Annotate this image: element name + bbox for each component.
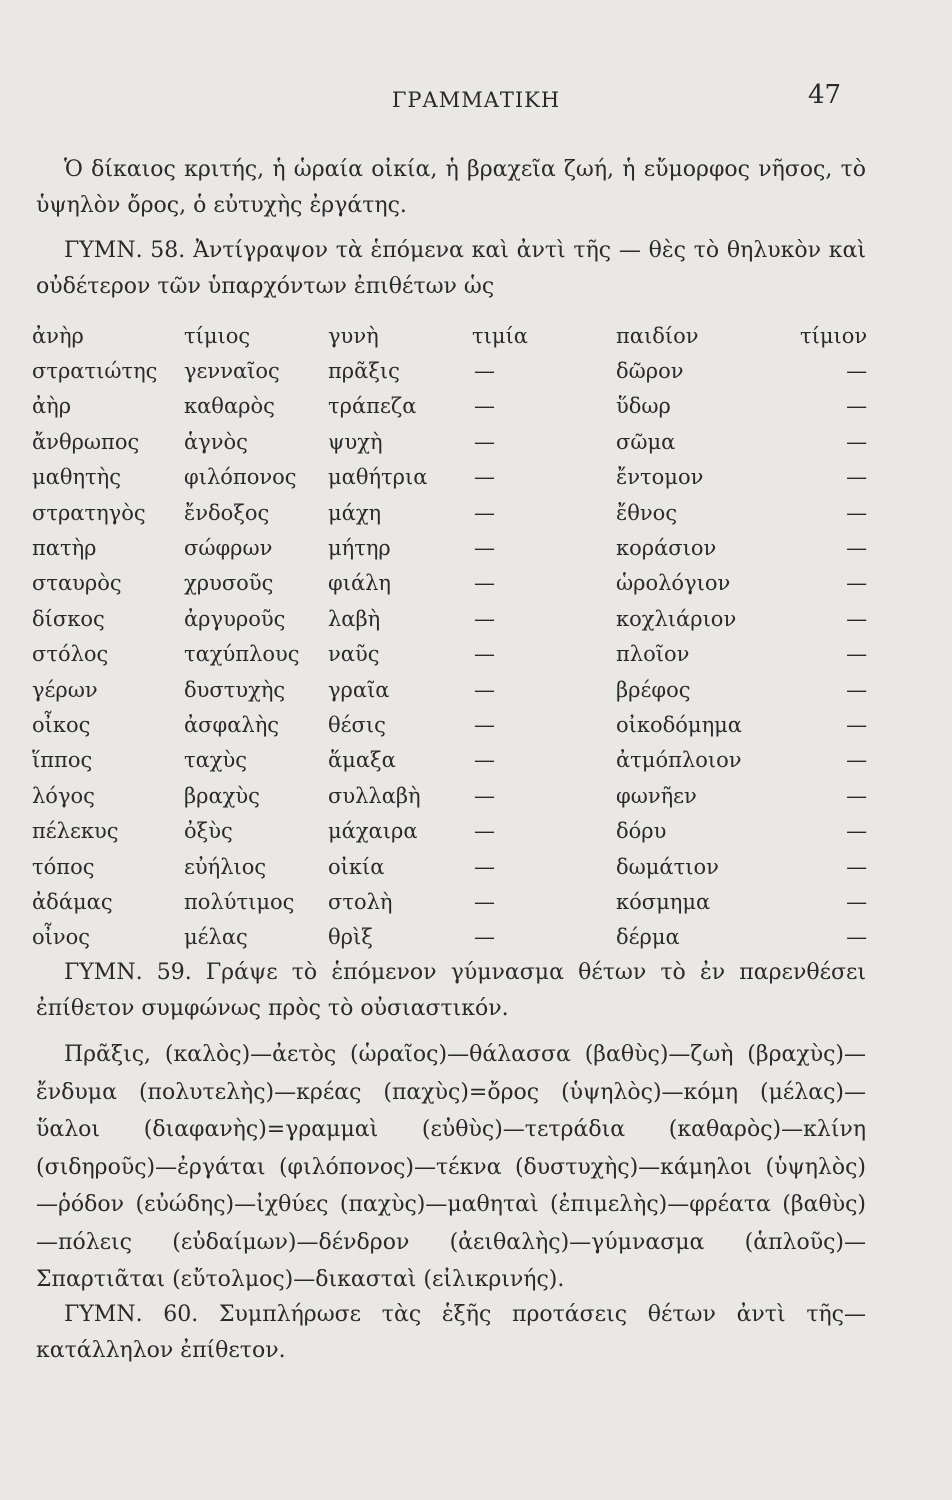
exercise-60-text: Συμπλήρωσε τὰς ἑξῆς προτάσεις θέτων ἀντὶ τῆς— κατάλληλον ἐπίθετον. — [36, 1302, 866, 1363]
dash-placeholder: — — [474, 889, 495, 914]
table-cell: οἶκος — [32, 712, 91, 737]
table-row — [32, 495, 867, 530]
dash-placeholder: — — [846, 854, 868, 879]
dash-placeholder: — — [474, 783, 495, 808]
table-cell: μαθήτρια — [328, 465, 428, 490]
dash-placeholder: — — [474, 854, 495, 879]
table-cell: ἁγνὸς — [184, 429, 248, 454]
dash-placeholder: — — [846, 500, 868, 525]
exercise-59-body: Πρᾶξις, (καλὸς)—ἀετὸς (ὡραῖος)—θάλασσα (βαθὺς)—ζωὴ (βραχὺς)—ἔνδυμα (πολυτελὴς)—κρέας (παχὺς)=ὄρος (ὑψηλὸς)—κόμη (μέλας)—ὕαλοι (διαφανὴς)=γραμμαὶ (εὐθὺς)—τετράδια (καθαρὸς)—κλίνη (σιδηροῦς)—ἐργάται (φιλόπονος)—τέκνα (δυστυχὴς)—κάμηλοι (ὑψηλὸς)—ῥόδον (εὐώδης)—ἰχθύες (παχὺς)—μαθηταὶ (ἐπιμελὴς)—φρέατα (βαθὺς)—πόλεις (εὐδαίμων)—δένδρον (ἀειθαλὴς)—γύμνασμα (ἁπλοῦς)—Σπαρτιᾶται (εὔτολμος)—δικασταὶ (εἰλικρινής). — [36, 1042, 866, 1292]
table-cell: γενναῖος — [184, 359, 280, 384]
dash-placeholder: — — [846, 712, 868, 737]
table-cell: χρυσοῦς — [184, 571, 274, 596]
exercise-58-text: Ἀντίγραψον τὰ ἑπόμενα καὶ ἀντὶ τῆς — θὲς τὸ θηλυκὸν καὶ οὐδέτερον τῶν ὑπαρχόντων ἐπιθέτων ὡς — [36, 238, 867, 299]
table-cell: φιλόπονος — [184, 465, 297, 490]
dash-placeholder: — — [474, 571, 495, 596]
table-cell: σταυρὸς — [32, 571, 122, 596]
dash-placeholder: — — [474, 925, 495, 950]
table-header-cell: γυνὴ — [328, 323, 379, 348]
table-cell: δίσκος — [32, 606, 105, 631]
table-cell: λαβὴ — [328, 606, 381, 631]
table-row — [32, 424, 867, 459]
table-cell: ἔντομον — [616, 465, 704, 490]
exercise-58 — [36, 233, 866, 305]
table-cell: γραῖα — [328, 677, 390, 702]
table-cell: ὀξὺς — [184, 819, 233, 844]
table-cell: καθαρὸς — [184, 394, 275, 419]
table-cell: σώφρων — [184, 536, 273, 561]
dash-placeholder: — — [474, 606, 495, 631]
dash-placeholder: — — [474, 536, 495, 561]
table-cell: ὕδωρ — [616, 394, 671, 419]
dash-placeholder: — — [474, 712, 495, 737]
table-cell: ἀὴρ — [32, 394, 72, 419]
table-cell: τράπεζα — [328, 394, 417, 419]
dash-placeholder: — — [474, 429, 495, 454]
table-cell: οἰκοδόμημα — [616, 712, 742, 737]
table-row — [32, 884, 867, 919]
dash-placeholder: — — [846, 889, 868, 914]
dash-placeholder: — — [474, 677, 495, 702]
table-cell: γέρων — [32, 677, 98, 702]
table-cell: εὐήλιος — [184, 854, 267, 879]
dash-placeholder: — — [846, 783, 868, 808]
table-cell: πρᾶξις — [328, 359, 400, 384]
table-cell: ἀργυροῦς — [184, 606, 286, 631]
dash-placeholder: — — [474, 465, 495, 490]
table-cell: ταχὺς — [184, 748, 248, 773]
table-row — [32, 743, 867, 778]
intro-paragraph: Ὁ δίκαιος κριτής, ἡ ὡραία οἰκία, ἡ βραχεῖα ζωή, ἡ εὔμορφος νῆσος, τὸ ὑψηλὸν ὄρος, ὁ εὐτυχὴς ἐργάτης. — [36, 157, 866, 218]
table-cell: ἀσφαλὴς — [184, 712, 280, 737]
table-cell: μαθητὴς — [32, 465, 122, 490]
table-row — [32, 637, 867, 672]
dash-placeholder: — — [846, 536, 868, 561]
table-cell: ἅμαξα — [328, 748, 396, 773]
exercise-59 — [36, 955, 866, 1027]
table-cell: πολύτιμος — [184, 889, 295, 914]
table-cell: στρατιώτης — [32, 359, 158, 384]
table-cell: φωνῆεν — [616, 783, 697, 808]
table-cell: πέλεκυς — [32, 819, 119, 844]
table-row — [32, 920, 867, 955]
table-row — [32, 849, 867, 884]
dash-placeholder: — — [846, 925, 868, 950]
dash-placeholder: — — [474, 748, 495, 773]
word-table — [32, 318, 867, 955]
table-cell: ταχύπλους — [184, 642, 300, 667]
table-cell: οἶνος — [32, 925, 91, 950]
table-row — [32, 566, 867, 601]
dash-placeholder: — — [846, 748, 868, 773]
table-cell: πατὴρ — [32, 536, 97, 561]
table-cell: μήτηρ — [328, 536, 391, 561]
exercise-60-label: ΓΥΜΝ. 60. — [64, 1302, 199, 1327]
table-cell: ἄνθρωπος — [32, 429, 140, 454]
table-cell: κοράσιον — [616, 536, 717, 561]
dash-placeholder: — — [846, 677, 868, 702]
dash-placeholder: — — [846, 606, 868, 631]
table-cell: μάχη — [328, 500, 382, 525]
table-header-cell: τίμιος — [184, 323, 251, 348]
table-cell: δῶρον — [616, 359, 684, 384]
dash-placeholder: — — [846, 394, 868, 419]
table-cell: δωμάτιον — [616, 854, 719, 879]
page-number: 47 — [808, 80, 842, 110]
table-header-row — [32, 318, 867, 353]
table-cell: σῶμα — [616, 429, 676, 454]
table-cell: δυστυχὴς — [184, 677, 286, 702]
table-cell: ναῦς — [328, 642, 380, 667]
running-header: ΓΡΑΜΜΑΤΙΚΗ — [391, 88, 561, 112]
dash-placeholder: — — [846, 465, 868, 490]
exercise-58-label: ΓΥΜΝ. 58. — [64, 238, 186, 263]
table-cell: στρατηγὸς — [32, 500, 146, 525]
table-cell: μέλας — [184, 925, 248, 950]
dash-placeholder: — — [846, 571, 868, 596]
table-cell: μάχαιρα — [328, 819, 418, 844]
table-cell: ψυχὴ — [328, 429, 383, 454]
table-cell: τόπος — [32, 854, 95, 879]
table-cell: βρέφος — [616, 677, 691, 702]
dash-placeholder: — — [474, 394, 495, 419]
dash-placeholder: — — [474, 642, 495, 667]
table-cell: δόρυ — [616, 819, 667, 844]
table-cell: οἰκία — [328, 854, 385, 879]
table-cell: θρὶξ — [328, 925, 373, 950]
table-row — [32, 353, 867, 388]
dash-placeholder: — — [846, 429, 868, 454]
table-cell: θέσις — [328, 712, 386, 737]
table-row — [32, 601, 867, 636]
table-row — [32, 672, 867, 707]
table-header-cell: τίμιον — [800, 323, 868, 348]
dash-placeholder: — — [846, 819, 868, 844]
table-cell: ὡρολόγιον — [616, 571, 731, 596]
dash-placeholder: — — [474, 359, 495, 384]
dash-placeholder: — — [846, 359, 868, 384]
table-row — [32, 530, 867, 565]
table-cell: κόσμημα — [616, 889, 711, 914]
table-cell: βραχὺς — [184, 783, 260, 808]
table-cell: ἔθνος — [616, 500, 678, 525]
exercise-60 — [36, 1297, 866, 1369]
dash-placeholder: — — [474, 819, 495, 844]
table-header-cell: παιδίον — [616, 323, 699, 348]
table-header-cell: τιμία — [472, 323, 528, 348]
table-row — [32, 460, 867, 495]
table-cell: ἀτμόπλοιον — [616, 748, 742, 773]
table-cell: κοχλιάριον — [616, 606, 737, 631]
table-cell: στολὴ — [328, 889, 393, 914]
table-cell: συλλαβὴ — [328, 783, 421, 808]
table-cell: στόλος — [32, 642, 109, 667]
table-cell: πλοῖον — [616, 642, 690, 667]
dash-placeholder: — — [846, 642, 868, 667]
exercise-59-label: ΓΥΜΝ. 59. — [64, 960, 192, 985]
table-cell: ἀδάμας — [32, 889, 113, 914]
exercise-59-text: Γράψε τὸ ἑπόμενον γύμνασμα θέτων τὸ ἐν παρενθέσει ἐπίθετον συμφώνως πρὸς τὸ οὐσιαστικόν. — [36, 960, 867, 1021]
table-header-cell: ἀνὴρ — [32, 323, 84, 348]
table-cell: ἵππος — [32, 748, 93, 773]
table-cell: δέρμα — [616, 925, 680, 950]
table-cell: φιάλη — [328, 571, 392, 596]
table-row — [32, 389, 867, 424]
table-row — [32, 778, 867, 813]
dash-placeholder: — — [474, 500, 495, 525]
table-row — [32, 707, 867, 742]
table-cell: λόγος — [32, 783, 95, 808]
table-row — [32, 813, 867, 848]
table-cell: ἔνδοξος — [184, 500, 270, 525]
